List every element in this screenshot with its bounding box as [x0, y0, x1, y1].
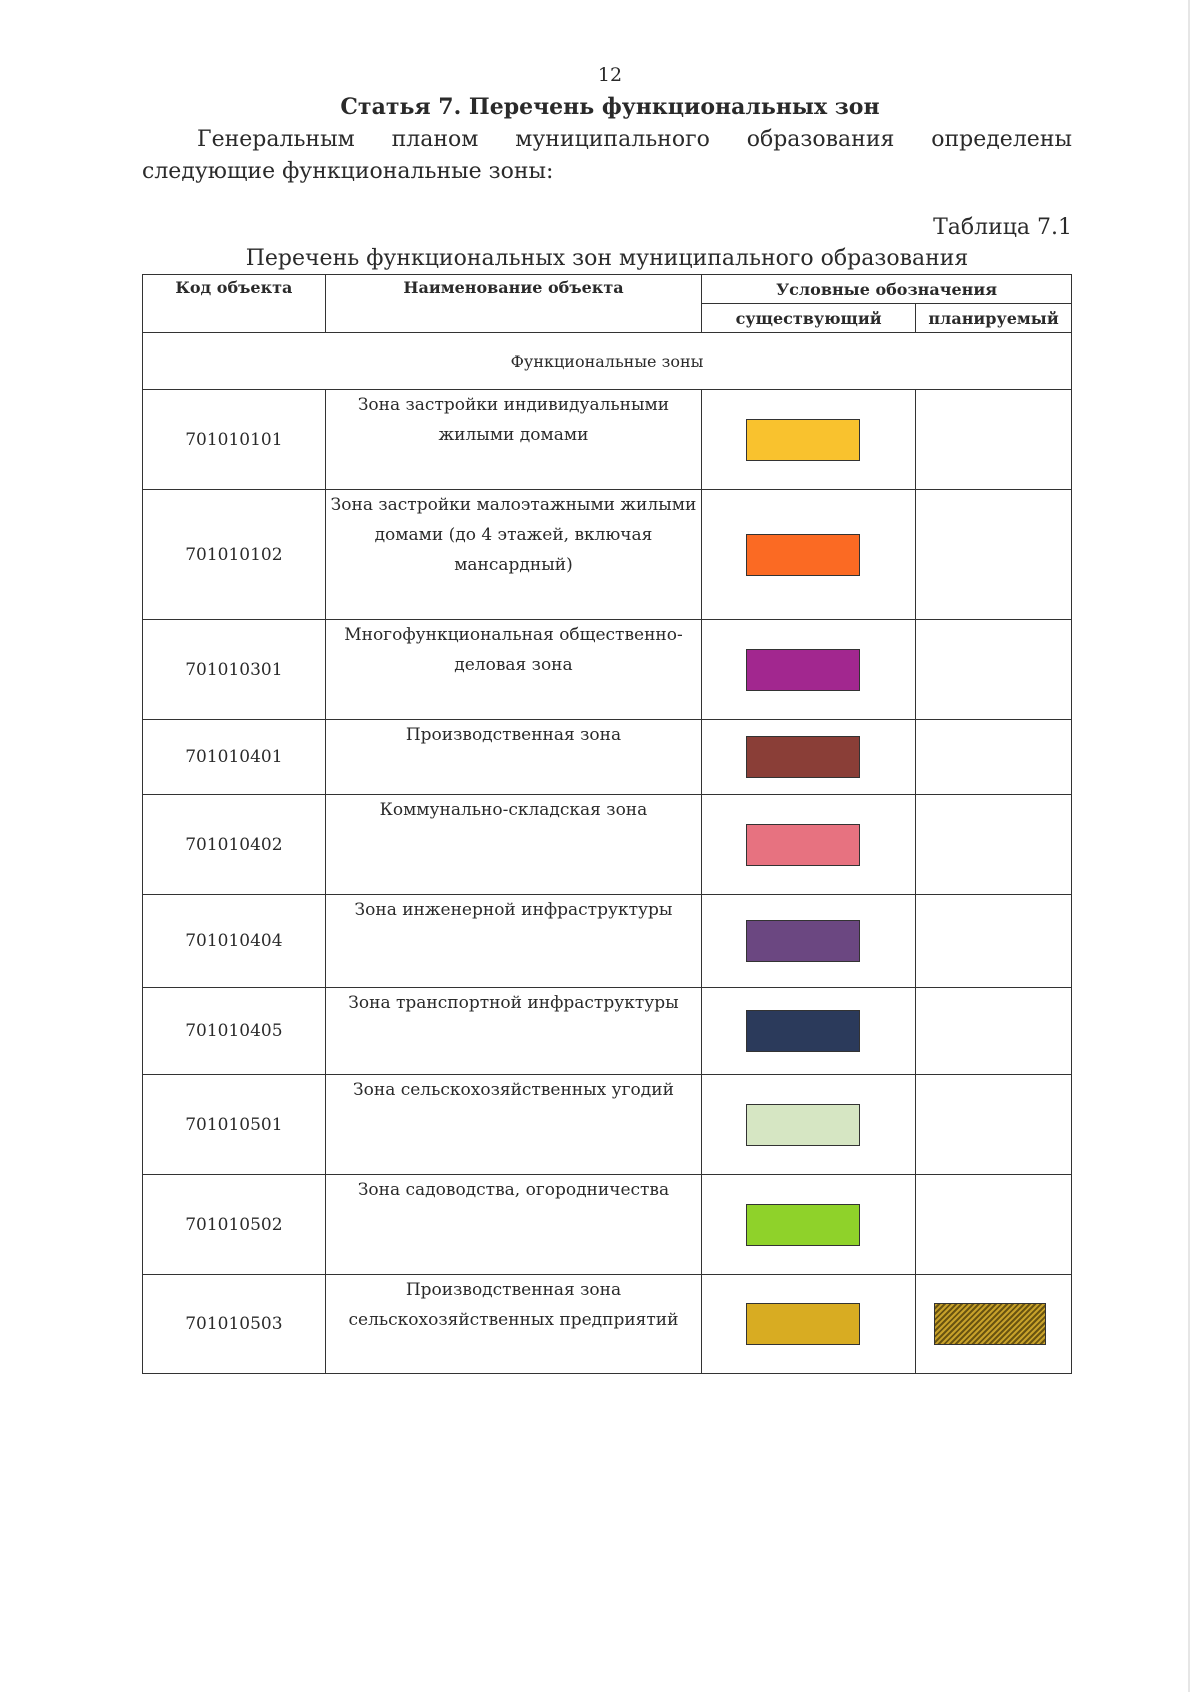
zone-code: 701010405	[143, 988, 326, 1075]
zone-code: 701010503	[143, 1275, 326, 1374]
zone-code: 701010501	[143, 1075, 326, 1175]
existing-color-swatch	[746, 736, 860, 778]
zone-code: 701010102	[143, 490, 326, 620]
existing-color-swatch	[746, 1010, 860, 1052]
zone-name: Зона инженерной инфраструктуры	[325, 895, 701, 988]
page-number: 12	[597, 64, 623, 86]
existing-legend-cell	[702, 720, 916, 795]
planned-legend-cell	[916, 390, 1072, 490]
zone-name: Производственная зона сельскохозяйственных предприятий	[325, 1275, 701, 1374]
header-legend: Условные обозначения	[702, 275, 1072, 304]
header-existing: существующий	[702, 304, 916, 333]
zone-code: 701010101	[143, 390, 326, 490]
article-title: Статья 7. Перечень функциональных зон	[340, 94, 880, 120]
zone-code: 701010301	[143, 620, 326, 720]
zone-name: Зона застройки индивидуальными жилыми домами	[325, 390, 701, 490]
planned-legend-cell	[916, 720, 1072, 795]
planned-legend-cell	[916, 988, 1072, 1075]
planned-legend-cell	[916, 795, 1072, 895]
zone-code: 701010402	[143, 795, 326, 895]
existing-legend-cell	[702, 895, 916, 988]
existing-legend-cell	[702, 988, 916, 1075]
existing-legend-cell	[702, 390, 916, 490]
planned-legend-cell	[916, 620, 1072, 720]
table-row	[143, 390, 1072, 490]
table-label: Таблица 7.1	[933, 215, 1072, 240]
header-planned: планируемый	[916, 304, 1072, 333]
existing-legend-cell	[702, 1075, 916, 1175]
zone-name: Зона сельскохозяйственных угодий	[325, 1075, 701, 1175]
existing-legend-cell	[702, 620, 916, 720]
table-row	[143, 620, 1072, 720]
existing-color-swatch	[746, 419, 860, 461]
existing-legend-cell	[702, 490, 916, 620]
planned-legend-cell	[916, 490, 1072, 620]
table-row	[143, 1175, 1072, 1275]
planned-hatched-swatch	[934, 1303, 1046, 1345]
zones-table	[142, 274, 1072, 1374]
table-row	[143, 795, 1072, 895]
header-name: Наименование объекта	[325, 275, 701, 333]
zone-code: 701010502	[143, 1175, 326, 1275]
zone-name: Многофункциональная общественно-деловая зона	[325, 620, 701, 720]
existing-legend-cell	[702, 795, 916, 895]
header-code: Код объекта	[143, 275, 326, 333]
zone-name: Коммунально-складская зона	[325, 795, 701, 895]
table-row	[143, 895, 1072, 988]
existing-color-swatch	[746, 1303, 860, 1345]
planned-legend-cell	[916, 1175, 1072, 1275]
planned-legend-cell	[916, 895, 1072, 988]
zone-code: 701010404	[143, 895, 326, 988]
table-caption: Перечень функциональных зон муниципального образования	[245, 246, 969, 271]
existing-color-swatch	[746, 920, 860, 962]
zone-name: Зона застройки малоэтажными жилыми домами (до 4 этажей, включая мансардный)	[325, 490, 701, 620]
zone-name: Зона садоводства, огородничества	[325, 1175, 701, 1275]
existing-color-swatch	[746, 1204, 860, 1246]
existing-color-swatch	[746, 1104, 860, 1146]
page-edge	[1188, 0, 1190, 1692]
existing-legend-cell	[702, 1175, 916, 1275]
table-row	[143, 988, 1072, 1075]
table-row	[143, 1275, 1072, 1374]
planned-legend-cell	[916, 1275, 1072, 1374]
table-row	[143, 490, 1072, 620]
table-row	[143, 720, 1072, 795]
table-row	[143, 1075, 1072, 1175]
zone-name: Зона транспортной инфраструктуры	[325, 988, 701, 1075]
existing-color-swatch	[746, 824, 860, 866]
zone-name: Производственная зона	[325, 720, 701, 795]
zone-code: 701010401	[143, 720, 326, 795]
existing-color-swatch	[746, 534, 860, 576]
section-title: Функциональные зоны	[143, 333, 1072, 390]
intro-paragraph: Генеральным планом муниципального образования определены следующие функциональные зоны:	[142, 127, 1072, 184]
existing-legend-cell	[702, 1275, 916, 1374]
existing-color-swatch	[746, 649, 860, 691]
planned-legend-cell	[916, 1075, 1072, 1175]
